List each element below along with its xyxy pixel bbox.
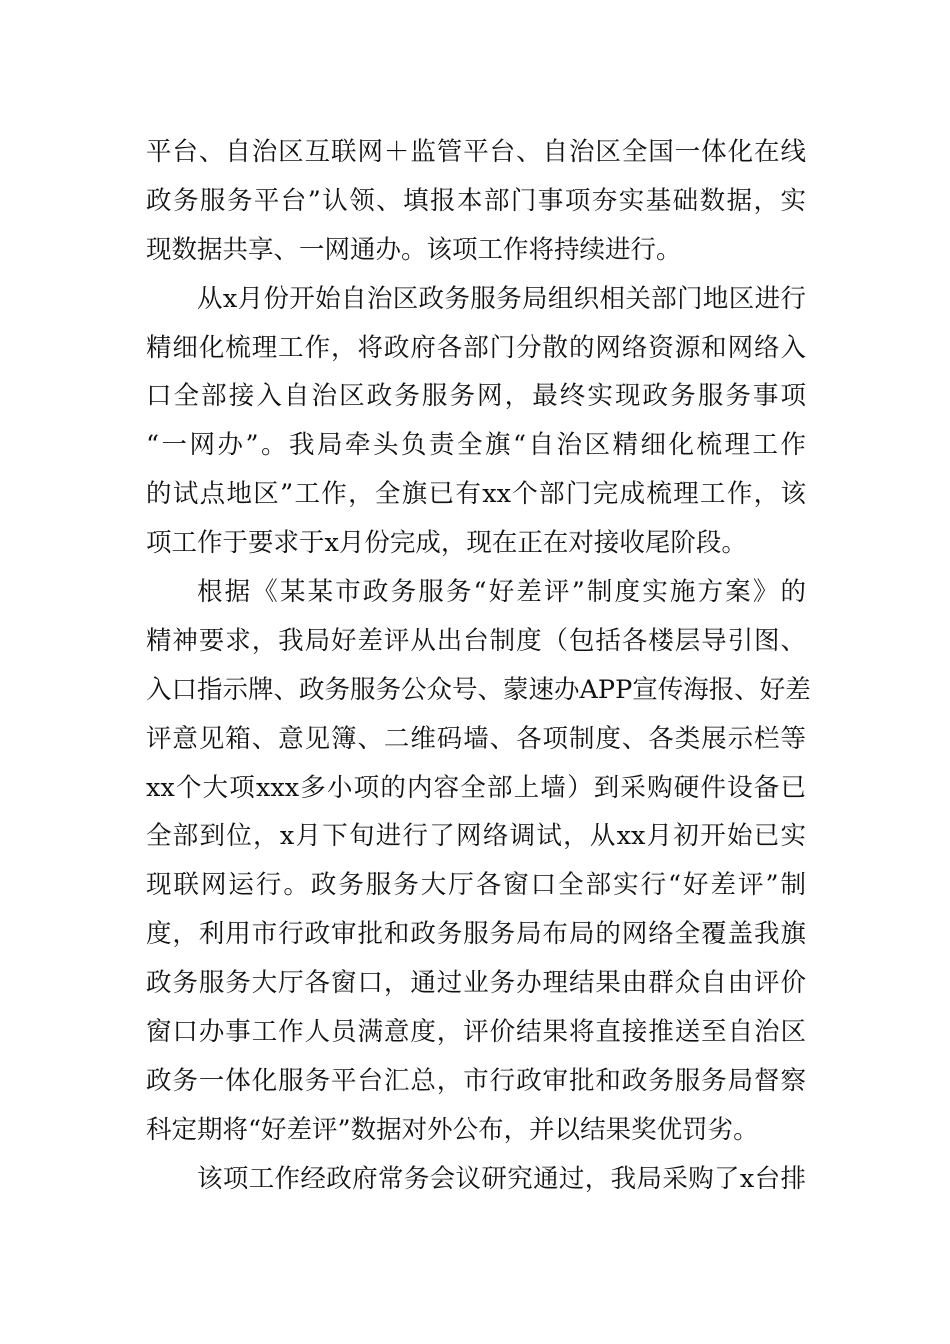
paragraph-3-line-6: 全部到位，x月下旬进行了网络调试，从xx月初开始已实: [146, 821, 806, 852]
paragraph-4-line-1: 该项工作经政府常务会议研究通过，我局采购了x台排: [197, 1163, 806, 1194]
paragraph-3-line-1: 根据《某某市政务服务“好差评”制度实施方案》的: [197, 577, 806, 608]
paragraph-3-line-8: 度，利用市行政审批和政务服务局布局的网络全覆盖我旗: [146, 919, 806, 950]
paragraph-2-line-5: 的试点地区”工作，全旗已有xx个部门完成梳理工作，该: [146, 479, 806, 510]
paragraph-3-line-3: 入口指示牌、政务服务公众号、蒙速办APP宣传海报、好差: [146, 674, 811, 705]
document-body: [146, 128, 811, 1204]
paragraph-3-line-10: 窗口办事工作人员满意度，评价结果将直接推送至自治区: [146, 1017, 806, 1048]
paragraph-3-line-9: 政务服务大厅各窗口，通过业务办理结果由群众自由评价: [146, 968, 806, 999]
paragraph-2-line-6: 项工作于要求于x月份完成，现在正在对接收尾阶段。: [146, 528, 747, 559]
paragraph-1-line-3: 现数据共享、一网通办。该项工作将持续进行。: [146, 234, 682, 265]
paragraph-2-line-2: 精细化梳理工作，将政府各部门分散的网络资源和网络入: [146, 332, 806, 363]
paragraph-3-line-4: 评意见箱、意见簿、二维码墙、各项制度、各类展示栏等: [146, 723, 806, 754]
paragraph-3-line-12: 科定期将“好差评”数据对外公布，并以结果奖优罚劣。: [146, 1114, 759, 1145]
paragraph-3-line-2: 精神要求，我局好差评从出台制度（包括各楼层导引图、: [146, 625, 806, 656]
paragraph-2-line-3: 口全部接入自治区政务服务网，最终实现政务服务事项: [146, 381, 806, 412]
paragraph-1-line-2: 政务服务平台”认领、填报本部门事项夯实基础数据，实: [146, 185, 806, 216]
paragraph-2-line-1: 从x月份开始自治区政务服务局组织相关部门地区进行: [197, 283, 806, 314]
paragraph-3-line-7: 现联网运行。政务服务大厅各窗口全部实行“好差评”制: [146, 870, 806, 901]
paragraph-1-line-1: 平台、自治区互联网＋监管平台、自治区全国一体化在线: [146, 137, 806, 167]
paragraph-3-line-5: xx个大项xxx多小项的内容全部上墙）到采购硬件设备已: [146, 772, 806, 803]
paragraph-3-line-11: 政务一体化服务平台汇总，市行政审批和政务服务局督察: [146, 1065, 806, 1096]
paragraph-2-line-4: “一网办”。我局牵头负责全旗“自治区精细化梳理工作: [146, 430, 806, 461]
